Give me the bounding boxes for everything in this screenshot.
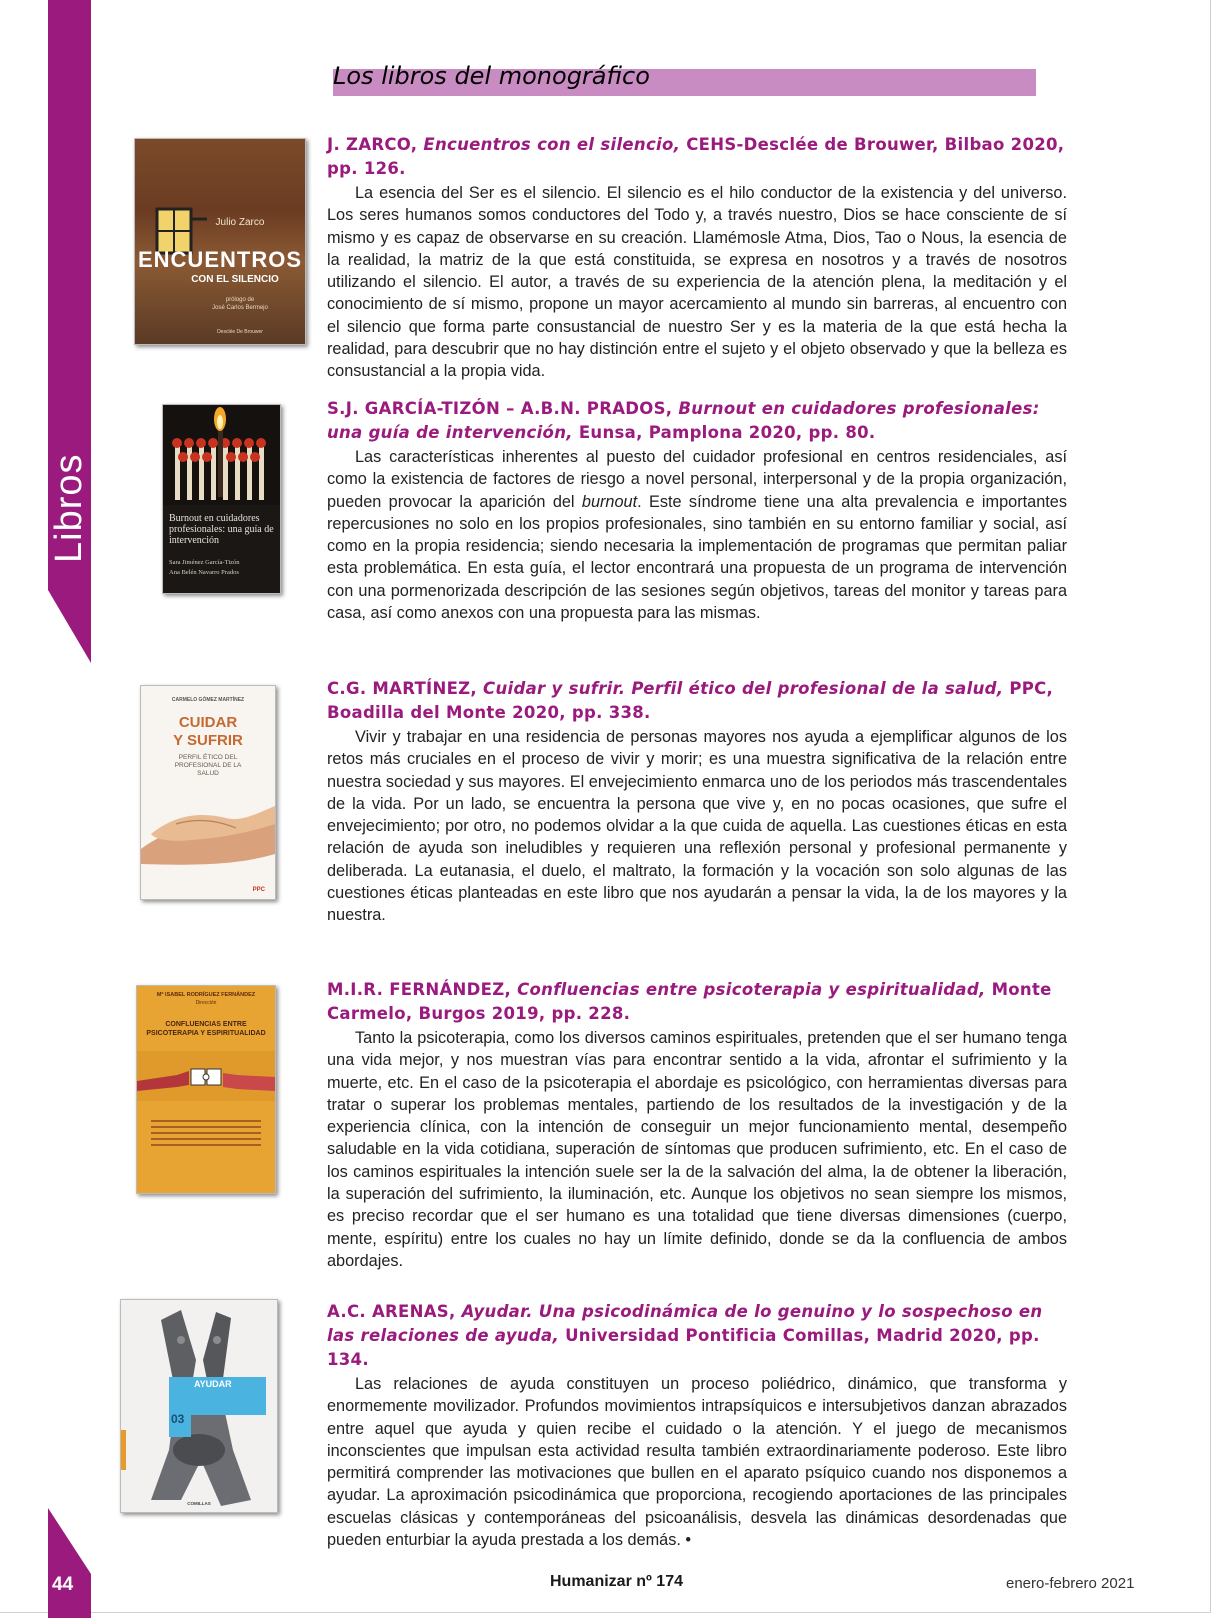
entry-publication-info: Universidad Pontificia Comillas, Madrid 2020, pp. 134. xyxy=(327,1326,1040,1369)
entry-book-title: Cuidar y sufrir. Perfil ético del profesional de la salud, xyxy=(483,679,1004,698)
cover-title: AYUDAR xyxy=(194,1379,232,1389)
hands-illustration xyxy=(141,794,275,874)
book-cover-ayudar xyxy=(120,1299,278,1513)
puzzle-hands-illustration xyxy=(137,1051,275,1101)
entry-author: A.C. ARENAS, xyxy=(327,1302,456,1321)
cover-author: Julio Zarco xyxy=(215,217,265,228)
book-entry xyxy=(327,677,1067,927)
entry-publication-info: PPC, Boadilla del Monte 2020, pp. 338. xyxy=(327,679,1054,722)
cover-author: CARMELO GÓMEZ MARTÍNEZ xyxy=(171,697,245,703)
cover-publisher: Desclée De Brouwer xyxy=(217,329,263,335)
entry-heading xyxy=(327,397,1067,445)
cover-title: Burnout en cuidadores profesionales: una guía de intervención xyxy=(169,513,274,546)
entry-book-title: Ayudar. Una psicodinámica de lo genuino y lo sospechoso en las relaciones de ayuda, xyxy=(327,1302,1043,1345)
book-entry xyxy=(327,133,1067,383)
entry-book-title: Encuentros con el silencio, xyxy=(423,135,681,154)
entry-review: La esencia del Ser es el silencio. El silencio es el hilo conductor de la existencia y del universo. Los seres humanos somos conductores del Todo y, a través nuestro, Dios se hace consciente de sí mismo y es capaz de observarse en su creación. Llamémosle Atma, Dios, Tao o Nous, la esencia de la realidad, la matriz de la que está constituida, se expresa en nosotros y a través de nosotros utilizando el silencio. El autor, a través de su experiencia de la atención plena, la meditación y el conocimiento de sí mismo, propone un mayor acercamiento al mundo sin barreras, al encuentro con el silencio que forma parte consustancial de nuestro Ser y es la materia de la que está hecha la realidad, para descubrir que no hay distinción entre el sujeto y el objeto observado y que la belleza es consustancial a la propia vida. xyxy=(327,184,1067,381)
cover-author: Mª ISABEL RODRÍGUEZ FERNÁNDEZ xyxy=(156,992,256,998)
cover-authors: Sara Jiménez García-Tizón xyxy=(169,559,240,566)
entry-author: M.I.R. FERNÁNDEZ, xyxy=(327,980,512,999)
entry-review-emphasis: burnout xyxy=(581,492,638,511)
cover-contributors xyxy=(151,1116,261,1156)
entry-heading xyxy=(327,677,1067,725)
entry-publication-info: CEHS-Desclée de Brouwer, Bilbao 2020, pp. 126. xyxy=(327,135,1065,178)
cover-title: Y SUFRIR xyxy=(173,732,243,749)
footer-publication: Humanizar nº 174 xyxy=(550,1573,683,1590)
section-side-label: Libros xyxy=(48,453,90,563)
page-number: 44 xyxy=(52,1574,74,1595)
entry-review: Las relaciones de ayuda constituyen un proceso poliédrico, dinámico, que transforma y enormemente movilizador. Profundos movimientos intrapsíquicos e intersubjetivos danzan abrazados entre aquel que ayuda y quien recibe el cuidado o la atención. Y el juego de mecanismos inconscientes que impulsan esta actividad resulta también extraordinariamente poderoso. Este libro permitirá comprender las motivaciones que bullen en el aparato psíquico cuando nos disponemos a ayudar. La aproximación psicodinámica que proporciona, recogiendo aportaciones de las principales escuelas clásicas y contemporáneas del psicoanálisis, desvela las dinámicas desordenadas que pueden enturbiar la ayuda prestada a los demás. • xyxy=(327,1375,1067,1550)
cover-prologue-author: José Carlos Bermejo xyxy=(212,305,268,311)
entry-publication-info: Eunsa, Pamplona 2020, pp. 80. xyxy=(578,423,876,442)
matches-illustration xyxy=(163,405,280,505)
entry-review: Tanto la psicoterapia, como los diversos caminos espirituales, pretenden que el ser humano tenga una vida mejor, y nos muestran vías para encontrar sentido a la vida, afrontar el sufrimiento y la muerte, etc. En el caso de la psicoterapia el abordaje es psicológico, con herramientas diversas para tratar o superar los problemas mentales, partiendo de los resultados de la investigación y de la experiencia clínica, con la intención de conseguir un mejor funcionamiento mental, desempeño saludable en la vida cotidiana, superación de síntomas que producen sufrimiento, etc. En el caso de los caminos espirituales la intención suele ser la de la salvación del alma, la de obtener la liberación, la superación del sufrimiento, la iluminación, etc. Aunque los objetivos no sean siempre los mismos, es preciso recordar que el ser humano es una totalidad que tiene diversas dimensiones (cuerpo, mente, espíritu) entre los cuales no hay un límite definido, donde se da la confluencia de ambos abordajes. xyxy=(327,1029,1067,1270)
section-side-tab xyxy=(48,0,91,663)
entry-heading xyxy=(327,978,1067,1026)
book-entry xyxy=(327,397,1067,624)
cover-role: Dirección xyxy=(195,1000,217,1006)
cover-title: PSICOTERAPIA Y ESPIRITUALIDAD xyxy=(146,1030,266,1037)
entry-author: S.J. GARCÍA-TIZÓN – A.B.N. PRADOS, xyxy=(327,399,673,418)
cover-prologue: prólogo de xyxy=(225,297,255,303)
cover-publisher: PPC xyxy=(252,887,265,893)
footer-date: enero-febrero 2021 xyxy=(1006,1575,1135,1592)
cover-subtitle: PERFIL ÉTICO DEL PROFESIONAL DE LA SALUD xyxy=(174,754,242,777)
entry-review-text: . Este síndrome tiene una alta prevalencia e importantes repercusiones no solo en los propios profesionales, sino también en su entorno familiar y social, así como en la propia residencia; siendo necesaria la implementación de programas que permitan paliar esta problemática. En esta guía, el lector encontrará una propuesta de un programa de intervención con una pormenorizada descripción de las sesiones según objetivos, tareas del monitor y tareas para casa, así como anexos con una propuesta para las mismas. xyxy=(327,492,1067,623)
book-cover-burnout xyxy=(162,404,281,594)
entry-heading xyxy=(327,1300,1067,1372)
cover-publisher: COMILLAS xyxy=(187,1501,211,1506)
book-cover-confluencias xyxy=(136,985,276,1194)
entry-book-title: Confluencias entre psicoterapia y espiritualidad, xyxy=(517,980,986,999)
cover-edge-stripe xyxy=(121,1430,126,1470)
entry-author: J. ZARCO, xyxy=(327,135,418,154)
cover-title: CUIDAR xyxy=(178,714,238,731)
cover-title: CONFLUENCIAS ENTRE xyxy=(165,1021,247,1028)
section-title: Los libros del monográfico xyxy=(333,62,650,90)
book-entry xyxy=(327,978,1067,1272)
cover-title: ENCUENTROS xyxy=(137,247,302,272)
book-cover-cuidar xyxy=(140,685,276,900)
cover-authors: Ana Belén Navarro Prados xyxy=(169,569,239,576)
entry-publication-info: Monte Carmelo, Burgos 2019, pp. 228. xyxy=(327,980,1052,1023)
book-entry xyxy=(327,1300,1067,1551)
entry-review: Vivir y trabajar en una residencia de personas mayores nos ayuda a ejemplificar algunos de los retos más cruciales en el proceso de vivir y morir; es una muestra significativa de la relación entre nuestra sociedad y sus mayores. El envejecimiento enmarca uno de los periodos más trascendentales de la vida. Por un lado, se encuentra la persona que vive y, en no pocas ocasiones, que sufre el envejecimiento; por otro, no podemos olvidar a la que cuida de aquella. Las cuestiones éticas en esta relación de ayuda son ineludibles y requieren una reflexión personal y profesional permanente y deliberada. La eutanasia, el duelo, el maltrato, la formación y la vocación son solo algunas de las cuestiones éticas planteadas en este libro que nos ayudarán a pensar la vida, la de los mayores y la nuestra. xyxy=(327,728,1067,925)
entry-review xyxy=(327,446,1067,624)
entry-author: C.G. MARTÍNEZ, xyxy=(327,679,477,698)
book-cover-encuentros xyxy=(134,138,306,345)
cover-series-box xyxy=(169,1377,191,1437)
entry-heading xyxy=(327,133,1067,181)
entry-review-text: Las características inherentes al puesto del cuidador profesional en centros residenciales, así como la existencia de factores de riesgo a novel personal, interpersonal y de la propia organización, pueden provocar la aparición del xyxy=(327,448,1067,511)
cover-subtitle: CON EL SILENCIO xyxy=(191,274,279,285)
cover-series-number: 03 xyxy=(171,1412,185,1426)
entry-book-title: Burnout en cuidadores profesionales: una guía de intervención, xyxy=(327,399,1040,442)
